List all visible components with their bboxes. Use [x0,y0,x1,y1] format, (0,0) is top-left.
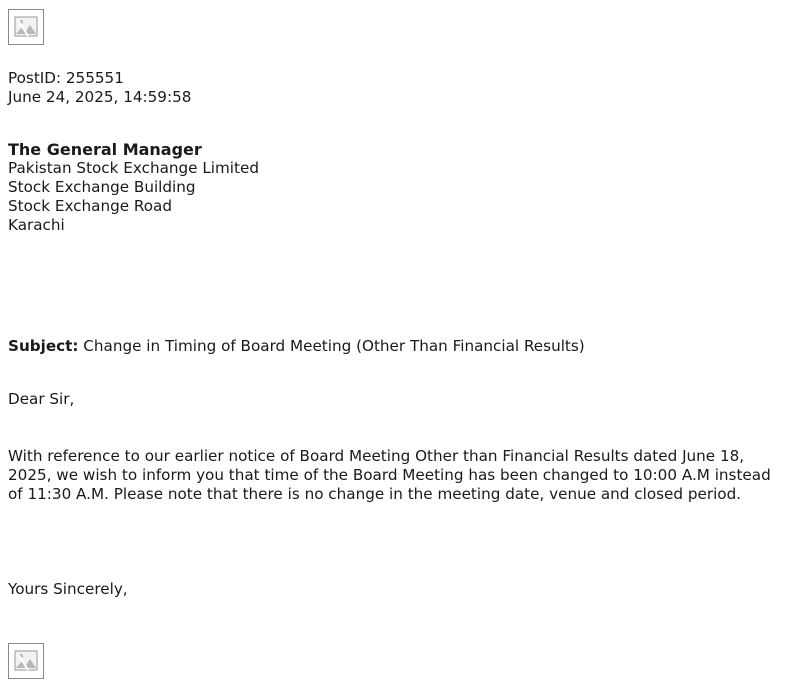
footer-image [8,643,44,679]
post-datetime: June 24, 2025, 14:59:58 [8,88,192,106]
subject-line [8,337,585,356]
header-image [8,9,44,45]
recipient-line-4: Karachi [8,216,65,234]
body-paragraph: With reference to our earlier notice of Board Meeting Other than Financial Results dated June 18, 2025, we wish to inform you that time of the Board Meeting has been changed to 10:00 A.M instead of 11:30 A.M. Please note that there is no change in the meeting date, venue and closed period. [8,447,771,503]
recipient-title: The General Manager [8,140,202,159]
subject-label: Subject: [8,337,79,355]
recipient-line-2: Stock Exchange Building [8,178,196,196]
closing: Yours Sincerely, [8,580,128,598]
salutation: Dear Sir, [8,390,75,408]
recipient-line-1: Pakistan Stock Exchange Limited [8,159,259,177]
subject-text: Change in Timing of Board Meeting (Other Than Financial Results) [83,337,585,355]
broken-image-icon [9,644,43,678]
recipient-line-3: Stock Exchange Road [8,197,173,215]
post-id: PostID: 255551 [8,69,124,87]
broken-image-icon [9,10,43,44]
